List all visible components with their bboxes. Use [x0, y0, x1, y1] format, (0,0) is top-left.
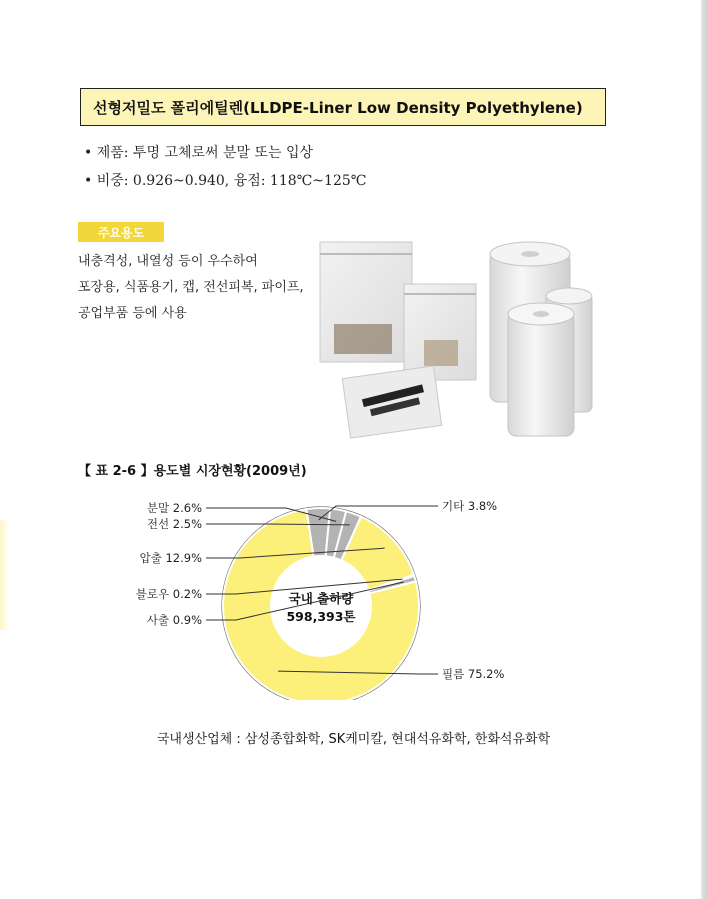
usage-line-2: 포장용, 식품용기, 캡, 전선피복, 파이프, [78, 280, 304, 295]
slice-label-2: 분말 2.6% [146, 501, 202, 515]
page-margin-glow [0, 520, 10, 630]
center-label-title: 국내 출하량 [288, 591, 354, 606]
slice-label-4: 압출 12.9% [139, 551, 202, 565]
slice-label-5: 블로우 0.2% [135, 587, 202, 601]
product-photo [312, 232, 602, 440]
usage-line-1: 내충격성, 내열성 등이 우수하여 [78, 254, 258, 269]
chart-title: 【 표 2-6 】용도별 시장현황(2009년) [78, 464, 307, 479]
slice-label-3: 전선 2.5% [146, 517, 202, 531]
plastic-bag-small [342, 366, 441, 438]
slice-label-6: 사출 0.9% [146, 613, 202, 627]
property-product: • 제품: 투명 고체로써 분말 또는 입상 [84, 145, 314, 161]
property-density: • 비중: 0.926~0.940, 융점: 118℃~125℃ [84, 173, 367, 189]
domestic-producers: 국내생산업체 : 삼성종합화학, SK케미칼, 현대석유화학, 한화석유화학 [156, 732, 551, 747]
usage-donut-chart [110, 484, 530, 700]
section-title: 선형저밀도 폴리에틸렌(LLDPE-Liner Low Density Polyethylene) [80, 88, 606, 126]
center-label-value: 598,393톤 [286, 609, 356, 624]
slice-label-1: 기타 3.8% [442, 499, 498, 513]
slice-label-7: 필름 75.2% [442, 667, 505, 681]
plastic-bag-medium [404, 284, 476, 380]
plastic-bag-large [320, 242, 412, 362]
page-edge [701, 0, 707, 899]
usage-badge: 주요용도 [78, 222, 164, 242]
usage-line-3: 공업부품 등에 사용 [78, 306, 187, 321]
film-rolls [490, 242, 592, 436]
